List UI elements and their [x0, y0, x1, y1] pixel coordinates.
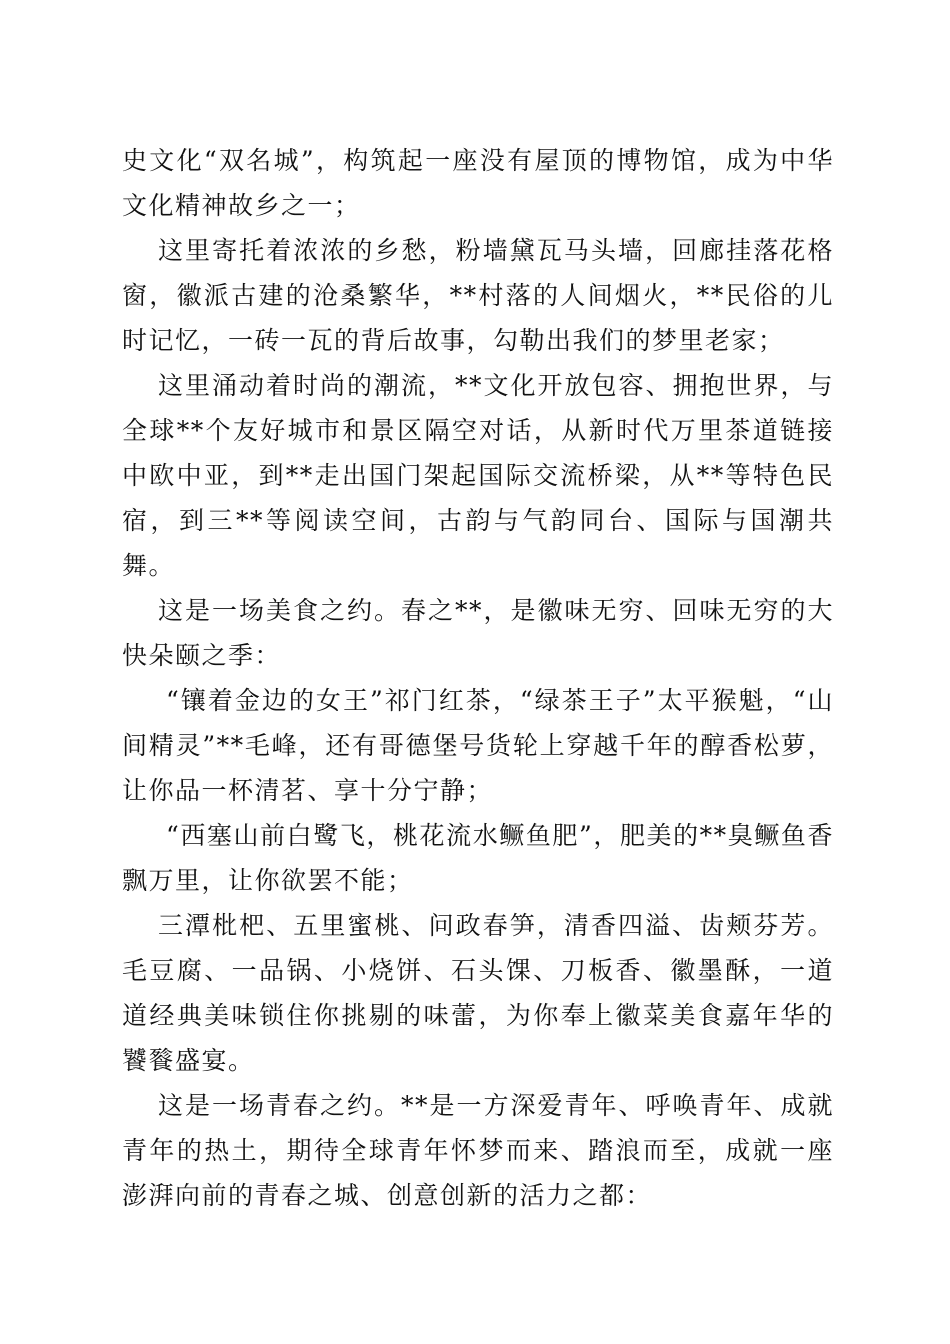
paragraph-food-intro: 这是一场美食之约。春之**，是徽味无穷、回味无穷的大快朵颐之季： [122, 596, 834, 670]
paragraph-fashion: 这里涌动着时尚的潮流，**文化开放包容、拥抱世界，与全球**个友好城市和景区隔空对话，从新时代万里茶道链接中欧中亚，到**走出国门架起国际交流桥梁，从**等特色民宿，到三**等阅读空间，古韵与气韵同台、国际与国潮共舞。 [122, 371, 834, 580]
paragraph-tea: “镶着金边的女王”祁门红茶，“绿茶王子”太平猴魁，“山间精灵”**毛峰，还有哥德堡号货轮上穿越千年的醇香松萝，让你品一杯清茗、享十分宁静； [122, 686, 834, 805]
paragraph-youth: 这是一场青春之约。**是一方深爱青年、呼唤青年、成就青年的热土，期待全球青年怀梦而来、踏浪而至，成就一座澎湃向前的青春之城、创意创新的活力之都： [122, 1091, 834, 1210]
document-body [122, 138, 834, 1218]
paragraph-continuation: 史文化“双名城”，构筑起一座没有屋顶的博物馆，成为中华文化精神故乡之一； [122, 146, 834, 220]
paragraph-nostalgia: 这里寄托着浓浓的乡愁，粉墙黛瓦马头墙，回廊挂落花格窗，徽派古建的沧桑繁华，**村落的人间烟火，**民俗的儿时记忆，一砖一瓦的背后故事，勾勒出我们的梦里老家； [122, 236, 834, 355]
paragraph-mandarin-fish: “西塞山前白鹭飞，桃花流水鳜鱼肥”，肥美的**臭鳜鱼香飘万里，让你欲罢不能； [122, 821, 834, 895]
paragraph-local-delicacies: 三潭枇杷、五里蜜桃、问政春笋，清香四溢、齿颊芬芳。毛豆腐、一品锅、小烧饼、石头馃、刀板香、徽墨酥，一道道经典美味锁住你挑剔的味蕾，为你奉上徽菜美食嘉年华的饕餮盛宴。 [122, 911, 834, 1075]
